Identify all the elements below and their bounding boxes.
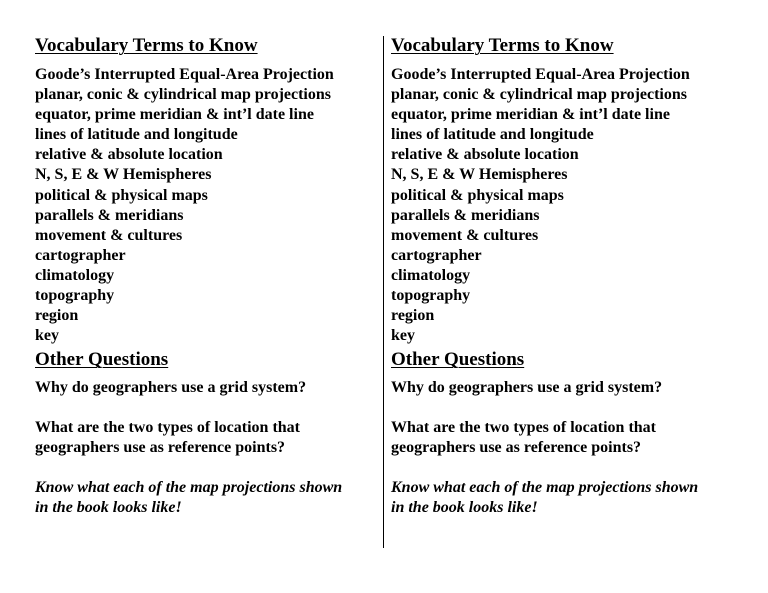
map-projections-note [35, 478, 380, 518]
vocabulary-term: political & physical maps [391, 186, 564, 204]
vocabulary-term: lines of latitude and longitude [35, 126, 238, 144]
vocabulary-term: cartographer [35, 246, 126, 264]
vocabulary-term: region [391, 307, 435, 325]
vocabulary-term: planar, conic & cylindrical map projections [35, 86, 331, 104]
question-grid-system: Why do geographers use a grid system? [35, 379, 307, 397]
map-projections-note-line-1: Know what each of the map projections shown [391, 479, 699, 497]
other-questions-heading: Other Questions [391, 349, 525, 371]
vocabulary-term: cartographer [391, 246, 482, 264]
vocabulary-term: political & physical maps [35, 186, 208, 204]
question-location-types [35, 418, 380, 458]
question-location-types [391, 418, 736, 458]
vocabulary-term: Goode’s Interrupted Equal-Area Projection [391, 66, 690, 83]
other-questions-heading: Other Questions [35, 349, 169, 371]
vocabulary-list [35, 65, 380, 346]
vocabulary-term: relative & absolute location [391, 146, 579, 164]
vocabulary-term: equator, prime meridian & int’l date line [391, 106, 670, 124]
vocabulary-term: topography [391, 287, 471, 305]
map-projections-note-line-1: Know what each of the map projections shown [35, 479, 343, 497]
vocabulary-term: movement & cultures [35, 226, 183, 244]
vocabulary-term: planar, conic & cylindrical map projections [391, 86, 687, 104]
vocabulary-heading: Vocabulary Terms to Know [35, 35, 258, 56]
vocabulary-term: Goode’s Interrupted Equal-Area Projection [35, 66, 334, 83]
vocabulary-term: N, S, E & W Hemispheres [391, 166, 568, 184]
left-column [35, 35, 380, 518]
vocabulary-term: equator, prime meridian & int’l date line [35, 106, 314, 124]
vocabulary-term: relative & absolute location [35, 146, 223, 164]
map-projections-note-line-2: in the book looks like! [35, 499, 182, 517]
vocabulary-term: key [391, 327, 415, 345]
question-grid-system: Why do geographers use a grid system? [391, 379, 663, 397]
map-projections-note [391, 478, 736, 518]
question-location-types-line-1: What are the two types of location that [35, 419, 301, 437]
map-projections-note-line-2: in the book looks like! [391, 499, 538, 517]
vocabulary-term: N, S, E & W Hemispheres [35, 166, 212, 184]
right-column [391, 35, 736, 518]
question-location-types-line-2: geographers use as reference points? [35, 439, 286, 457]
vocabulary-term: topography [35, 287, 115, 305]
vocabulary-term: climatology [35, 266, 115, 284]
vocabulary-term: movement & cultures [391, 226, 539, 244]
vocabulary-heading: Vocabulary Terms to Know [391, 35, 614, 56]
vocabulary-term: key [35, 327, 59, 345]
column-divider [383, 36, 384, 548]
question-location-types-line-2: geographers use as reference points? [391, 439, 642, 457]
vocabulary-list [391, 65, 736, 346]
vocabulary-term: region [35, 307, 79, 325]
vocabulary-term: parallels & meridians [35, 206, 184, 224]
question-location-types-line-1: What are the two types of location that [391, 419, 657, 437]
vocabulary-term: climatology [391, 266, 471, 284]
vocabulary-term: parallels & meridians [391, 206, 540, 224]
vocabulary-term: lines of latitude and longitude [391, 126, 594, 144]
